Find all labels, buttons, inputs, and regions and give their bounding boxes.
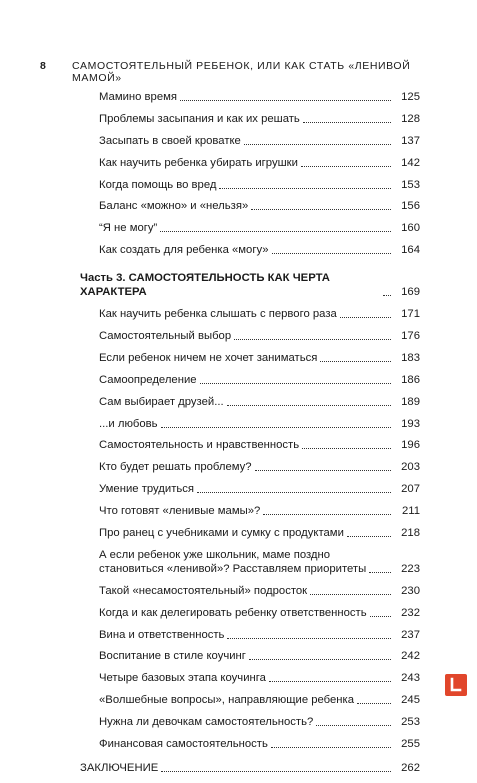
toc-leader-dots	[249, 659, 391, 660]
toc-leader-dots	[219, 188, 391, 189]
toc-entry	[80, 526, 420, 540]
toc-entry-page: 255	[401, 738, 420, 751]
toc-entry	[80, 221, 420, 235]
toc-entry-title: Четыре базовых этапа коучинга	[99, 672, 266, 685]
toc-entry-page: 243	[401, 672, 420, 685]
toc-entry	[80, 584, 420, 598]
toc-leader-dots	[161, 427, 391, 428]
toc-leader-dots	[357, 703, 391, 704]
toc-entry-title: Воспитание в стиле коучинг	[99, 650, 246, 663]
toc-leader-dots	[301, 166, 391, 167]
toc-leader-dots	[244, 144, 391, 145]
toc-entry	[80, 504, 420, 518]
toc-entry-title: Как научить ребенка слышать с первого раза	[99, 308, 337, 321]
toc-entry-page: 218	[401, 527, 420, 540]
publisher-logo-icon	[445, 674, 467, 696]
toc-entry-page: 207	[401, 483, 420, 496]
toc-entry	[80, 417, 420, 431]
toc-entry-title: Финансовая самостоятельность	[99, 738, 268, 751]
toc-entry-page: 186	[401, 373, 420, 386]
toc-leader-dots	[316, 725, 391, 726]
toc-entry-title: Часть 3. САМОСТОЯТЕЛЬНОСТЬ КАК ЧЕРТА ХАРАКТЕРА	[80, 272, 330, 299]
toc-entry-page: 230	[401, 584, 420, 597]
toc-entry	[80, 606, 420, 620]
toc-entry	[80, 134, 420, 148]
toc-entry	[80, 737, 420, 751]
toc-leader-dots	[347, 536, 391, 537]
toc-entry	[80, 628, 420, 642]
toc-leader-dots	[383, 295, 391, 296]
toc-leader-dots	[369, 572, 391, 573]
toc-entry-page: 262	[401, 762, 420, 775]
toc-entry-page: 128	[401, 112, 420, 125]
toc-entry-title: Вина и ответственность	[99, 628, 225, 641]
toc-leader-dots	[263, 514, 391, 515]
toc-entry-title: Умение трудиться	[99, 483, 195, 496]
toc-entry	[80, 438, 420, 452]
toc-entry	[80, 715, 420, 729]
toc-entry-title: Самостоятельность и нравственность	[99, 439, 300, 452]
toc-entry-title: Такой «несамостоятельный» подросток	[99, 584, 308, 597]
toc-entry-title: Про ранец с учебниками и сумку с продуктами	[99, 527, 344, 540]
toc-entry	[80, 761, 420, 775]
toc-leader-dots	[161, 771, 391, 772]
toc-entry-title: ...и любовь	[99, 417, 158, 430]
toc-entry-page: 125	[401, 91, 420, 103]
toc-entry-page: 189	[401, 395, 420, 408]
toc-entry-page: 169	[401, 286, 420, 299]
toc-entry-title: Если ребенок ничем не хочет заниматься	[99, 351, 318, 364]
toc-entry-title: Как создать для ребенка «могу»	[99, 244, 269, 257]
toc-entry-title: Как научить ребенка убирать игрушки	[99, 156, 298, 169]
toc-leader-dots	[340, 317, 391, 318]
toc-entry-page: 156	[401, 200, 420, 213]
toc-entry-title: Баланс «можно» и «нельзя»	[99, 200, 249, 213]
toc-leader-dots	[320, 361, 391, 362]
toc-entry-page: 160	[401, 222, 420, 235]
toc-entry-title: Самоопределение	[99, 373, 197, 386]
toc-entry-page: 171	[401, 308, 420, 321]
toc-leader-dots	[200, 383, 391, 384]
toc-entry	[80, 156, 420, 170]
toc-entry	[80, 307, 420, 321]
toc-entry-title: ЗАКЛЮЧЕНИЕ	[80, 762, 159, 775]
toc-entry	[80, 548, 420, 576]
toc-entry	[80, 329, 420, 343]
toc-entry-title: Нужна ли девочкам самостоятельность?	[99, 716, 314, 729]
toc-leader-dots	[302, 448, 391, 449]
toc-entry-title: Проблемы засыпания и как их решать	[99, 112, 300, 125]
toc-entry-page: 142	[401, 156, 420, 169]
running-title: САМОСТОЯТЕЛЬНЫЙ РЕБЕНОК, ИЛИ КАК СТАТЬ «ЛЕНИВОЙ МАМОЙ»	[72, 60, 411, 84]
toc-entry	[80, 671, 420, 685]
toc-leader-dots	[251, 209, 391, 210]
toc-leader-dots	[310, 594, 391, 595]
toc-leader-dots	[227, 405, 391, 406]
toc-entry-title: А если ребенок уже школьник, маме поздно становиться «ленивой»? Расставляем приоритеты	[99, 548, 367, 575]
toc-entry	[80, 395, 420, 409]
toc-leader-dots	[255, 470, 391, 471]
toc-entry	[80, 351, 420, 365]
publisher-logo-glyph	[445, 674, 467, 696]
toc-entry-page: 203	[401, 461, 420, 474]
toc-entry-title: «Волшебные вопросы», направляющие ребенка	[99, 694, 355, 707]
toc-entry-page: 193	[401, 417, 420, 430]
toc-leader-dots	[272, 253, 392, 254]
toc-leader-dots	[303, 122, 391, 123]
toc-leader-dots	[370, 616, 391, 617]
page-header	[40, 60, 437, 84]
toc-entry	[80, 243, 420, 257]
toc-leader-dots	[234, 339, 391, 340]
table-of-contents	[80, 90, 420, 783]
toc-entry	[80, 693, 420, 707]
toc-entry-page: 245	[401, 694, 420, 707]
toc-entry-title: Когда и как делегировать ребенку ответственность	[99, 606, 367, 619]
toc-entry	[80, 649, 420, 663]
toc-entry-page: 237	[401, 628, 420, 641]
toc-entry-title: “Я не могу”	[99, 222, 158, 235]
toc-entry	[80, 90, 420, 104]
toc-entry	[80, 373, 420, 387]
toc-entry-page: 183	[401, 351, 420, 364]
page-number: 8	[40, 60, 47, 72]
toc-entry	[80, 112, 420, 126]
toc-entry-page: 196	[401, 439, 420, 452]
toc-entry	[80, 482, 420, 496]
toc-entry-page: 223	[401, 562, 420, 575]
toc-leader-dots	[160, 231, 391, 232]
toc-entry-title: Засыпать в своей кроватке	[99, 134, 241, 147]
toc-entry-page: 253	[401, 716, 420, 729]
toc-leader-dots	[197, 492, 391, 493]
toc-entry-title: Мамино время	[99, 91, 178, 103]
toc-entry-page: 211	[401, 505, 420, 518]
toc-entry-title: Сам выбирает друзей...	[99, 395, 224, 408]
toc-entry-page: 176	[401, 330, 420, 343]
toc-entry-title: Когда помощь во вред	[99, 178, 217, 191]
toc-leader-dots	[269, 681, 391, 682]
toc-entry-page: 153	[401, 178, 420, 191]
toc-entry-page: 164	[401, 244, 420, 257]
toc-entry	[80, 199, 420, 213]
toc-entry-title: Самостоятельный выбор	[99, 330, 232, 343]
toc-part-heading	[80, 271, 420, 299]
toc-entry	[80, 460, 420, 474]
toc-entry-title: Кто будет решать проблему?	[99, 461, 252, 474]
toc-entry-page: 242	[401, 650, 420, 663]
toc-entry-title: Что готовят «ленивые мамы»?	[99, 505, 261, 518]
toc-leader-dots	[271, 747, 391, 748]
toc-entry	[80, 178, 420, 192]
toc-entry-page: 232	[401, 606, 420, 619]
toc-leader-dots	[227, 638, 391, 639]
toc-leader-dots	[180, 100, 391, 101]
toc-entry-page: 137	[401, 134, 420, 147]
